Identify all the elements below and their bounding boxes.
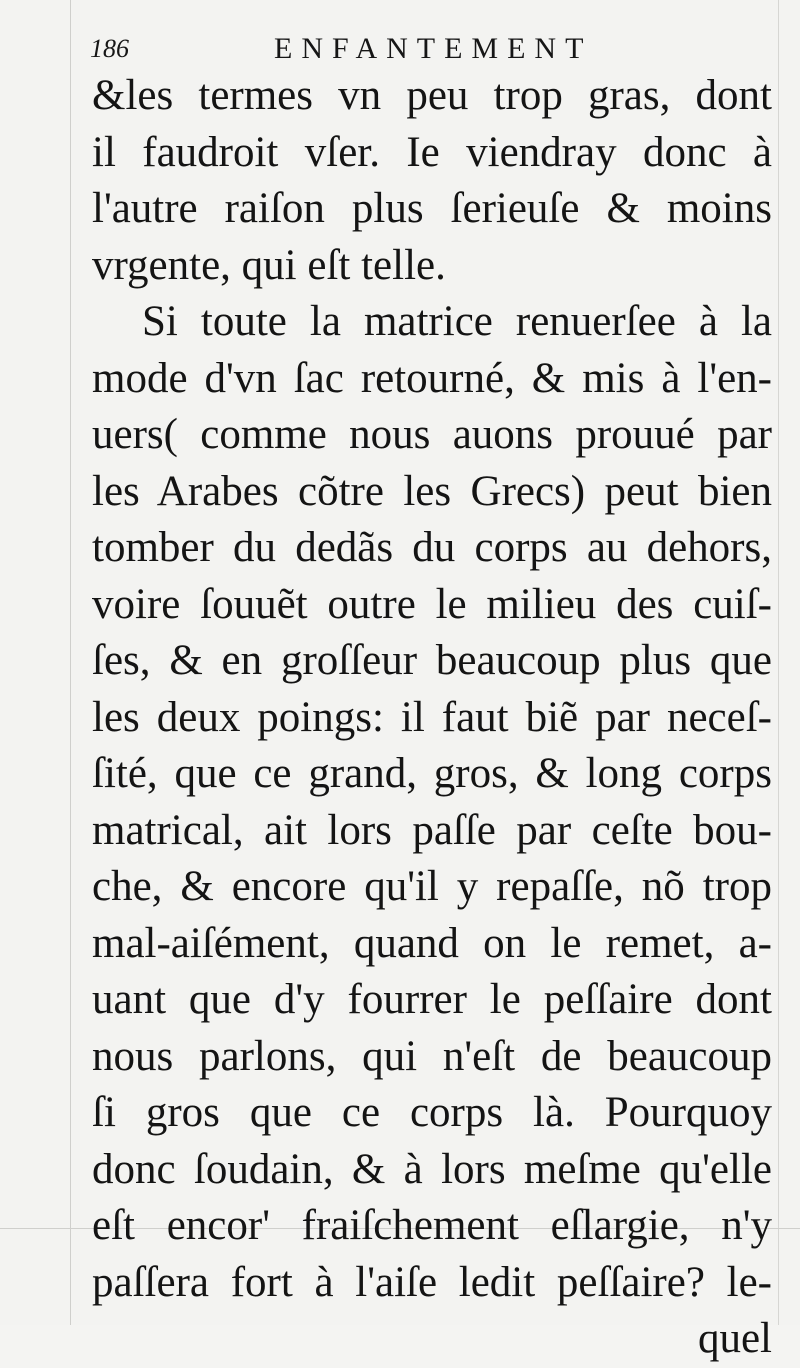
text-line: eſt encor' fraiſchement eſlargie, n'y [92, 1202, 772, 1249]
text-line: tomber du dedãs du corps au dehors, [92, 524, 772, 571]
text-line: les deux poings: il faut biẽ par neceſ- [92, 693, 772, 741]
body-text [92, 68, 772, 1368]
text-line: les Arabes cõtre les Grecs) peut bien [92, 467, 772, 515]
text-line: uant que d'y fourrer le peſſaire dont [92, 976, 772, 1023]
text-line: il faudroit vſer. Ie viendray donc à [92, 128, 772, 176]
text-line: voire ſouuẽt outre le milieu des cuiſ- [92, 580, 772, 628]
text-line: mal-aiſément, quand on le remet, a- [92, 919, 772, 967]
text-line: ſité, que ce grand, gros, & long corps [92, 750, 772, 797]
page-edge-line [70, 0, 71, 1325]
text-line: che, & encore qu'il y repaſſe, nõ trop [92, 863, 772, 910]
text-line: l'autre raiſon plus ſerieuſe & moins [92, 185, 772, 232]
text-line: nous parlons, qui n'eſt de beaucoup [92, 1032, 772, 1080]
text-line: ſi gros que ce corps là. Pourquoy [92, 1089, 772, 1136]
text-line: paſſera fort à l'aiſe ledit peſſaire? le- [92, 1258, 772, 1306]
catchword: quel [697, 1315, 772, 1362]
text-line: Si toute la matrice renuerſee à la [142, 298, 772, 345]
text-line: vrgente, qui eſt telle. [92, 241, 446, 289]
page-edge-line [778, 0, 779, 1325]
running-title: ENFANTEMENT [274, 32, 593, 65]
text-line: donc ſoudain, & à lors meſme qu'elle [92, 1145, 772, 1193]
text-line: &les termes vn peu trop gras, dont [92, 72, 772, 119]
text-line: uers( comme nous auons prouué par [92, 411, 772, 458]
page-header [90, 22, 770, 72]
text-line: ſes, & en groſſeur beaucoup plus que [92, 637, 772, 684]
page-number: 186 [90, 34, 129, 63]
text-line: mode d'vn ſac retourné, & mis à l'en- [92, 354, 772, 402]
text-line: matrical, ait lors paſſe par ceſte bou- [92, 806, 772, 854]
